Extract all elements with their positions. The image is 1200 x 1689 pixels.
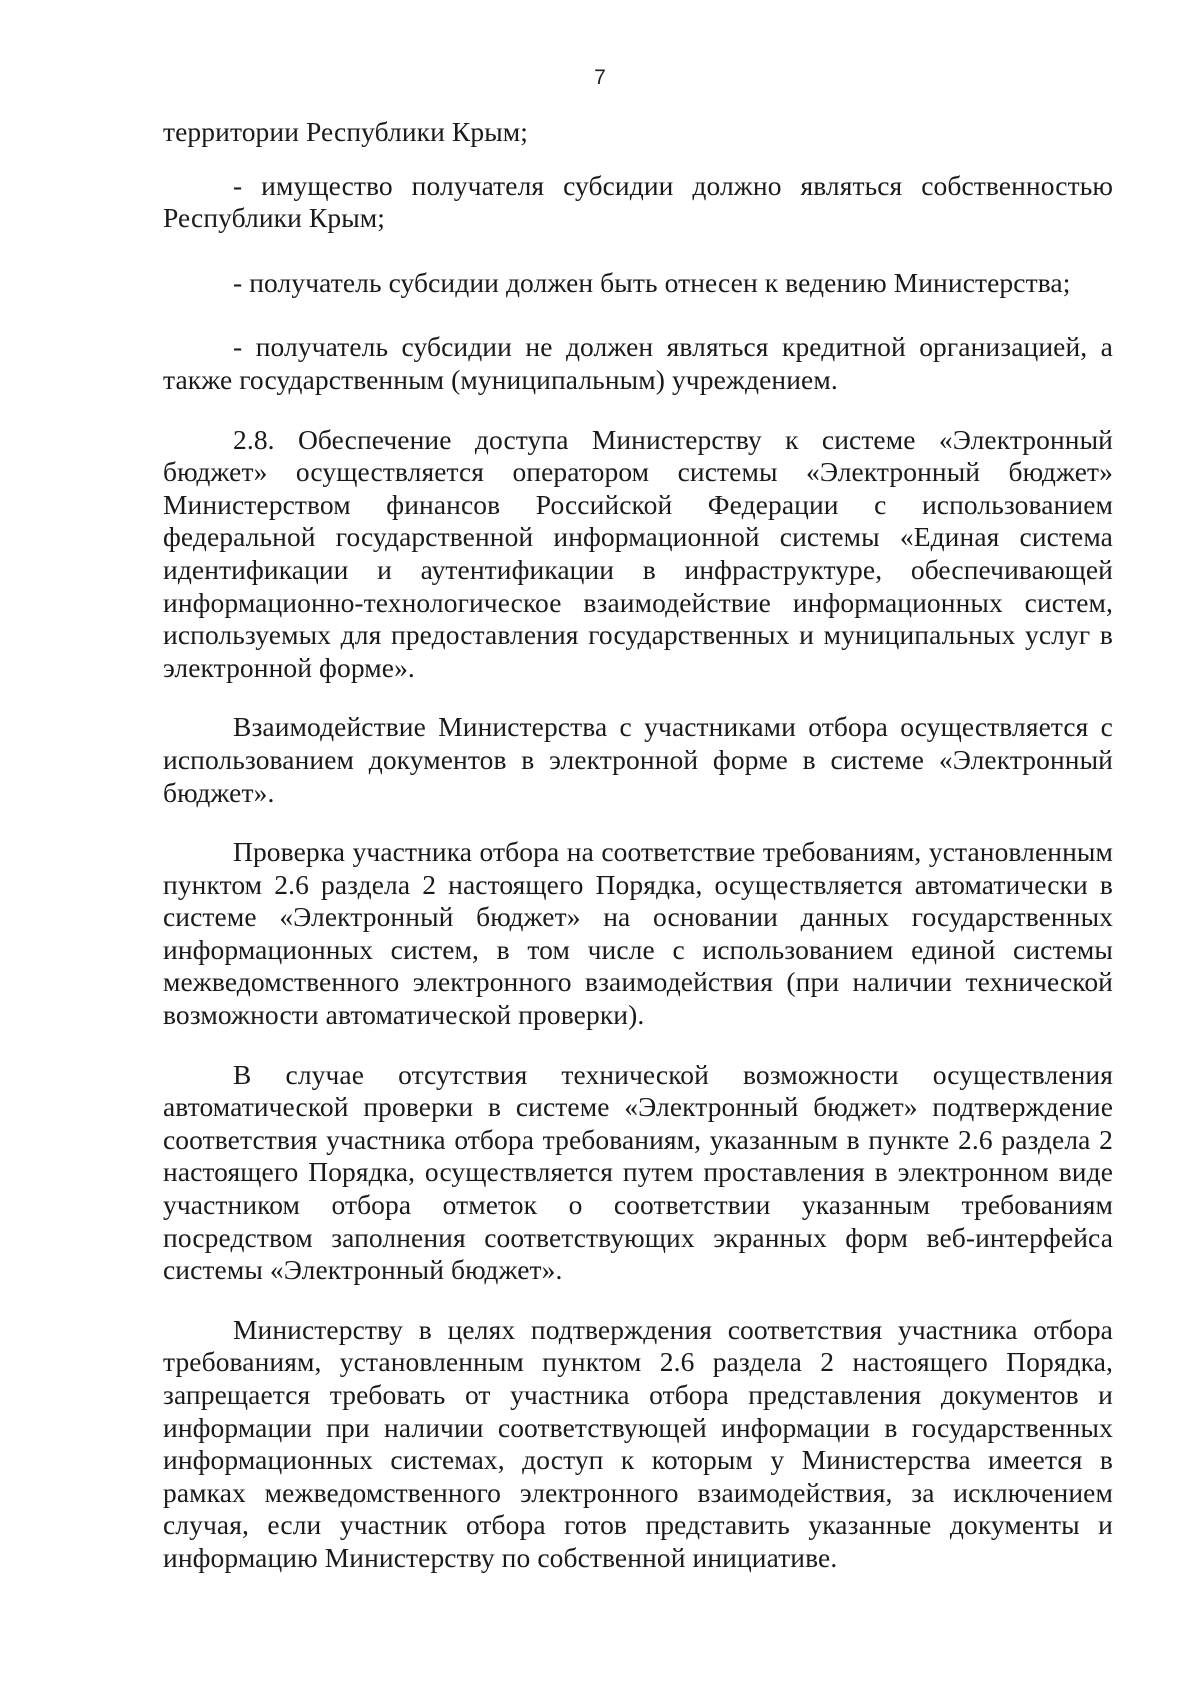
paragraph-interaction: Взаимодействие Министерства с участниками отбора осуществляется с использованием документов в электронной форме в системе «Электронный бюджет». (163, 711, 1113, 808)
paragraph-manual-confirmation: В случае отсутствия технической возможности осуществления автоматической проверки в системе «Электронный бюджет» подтверждение соответствия участника отбора требованиям, указанным в пункте 2.6 раздела 2 настоящего Порядка, осуществляется путем проставления в электронном виде участником отбора отметок о соответствии указанным требованиям посредством заполнения соответствующих экранных форм веб-интерфейса системы «Электронный бюджет». (163, 1058, 1113, 1286)
paragraph-not-credit-organization: - получатель субсидии не должен являться кредитной организацией, а также государственным (муниципальным) учреждением. (163, 331, 1113, 395)
paragraph-automatic-check: Проверка участника отбора на соответствие требованиям, установленным пунктом 2.6 раздела 2 настоящего Порядка, осуществляется автоматически в системе «Электронный бюджет» на основании данных государственных информационных систем, в том числе с использованием единой системы межведомственного электронного взаимодействия (при наличии технической возможности автоматической проверки). (163, 836, 1113, 1031)
paragraph-ministry-jurisdiction: - получатель субсидии должен быть отнесен к ведению Министерства; (233, 266, 1071, 298)
paragraph-continuation: территории Республики Крым; (163, 116, 529, 147)
paragraph-prohibition: Министерству в целях подтверждения соответствия участника отбора требованиям, установленным пунктом 2.6 раздела 2 настоящего Порядка, запрещается требовать от участника отбора представления документов и информации при наличии соответствующей информации в государственных информационных системах, доступ к которым у Министерства имеется в рамках межведомственного электронного взаимодействия, за исключением случая, если участник отбора готов представить указанные документы и информацию Министерству по собственной инициативе. (163, 1313, 1113, 1573)
document-body (163, 116, 1113, 1575)
page-number: 7 (594, 66, 606, 89)
paragraph-property-requirement: - имущество получателя субсидии должно являться собственностью Республики Крым; (163, 169, 1113, 234)
paragraph-section-2-8: 2.8. Обеспечение доступа Министерству к системе «Электронный бюджет» осуществляется оператором системы «Электронный бюджет» Министерством финансов Российской Федерации с использованием федеральной государственной информационной системы «Единая система идентификации и аутентификации в инфраструктуре, обеспечивающей информационно-технологическое взаимодействие информационных систем, используемых для предоставления государственных и муниципальных услуг в электронной форме». (163, 423, 1113, 683)
